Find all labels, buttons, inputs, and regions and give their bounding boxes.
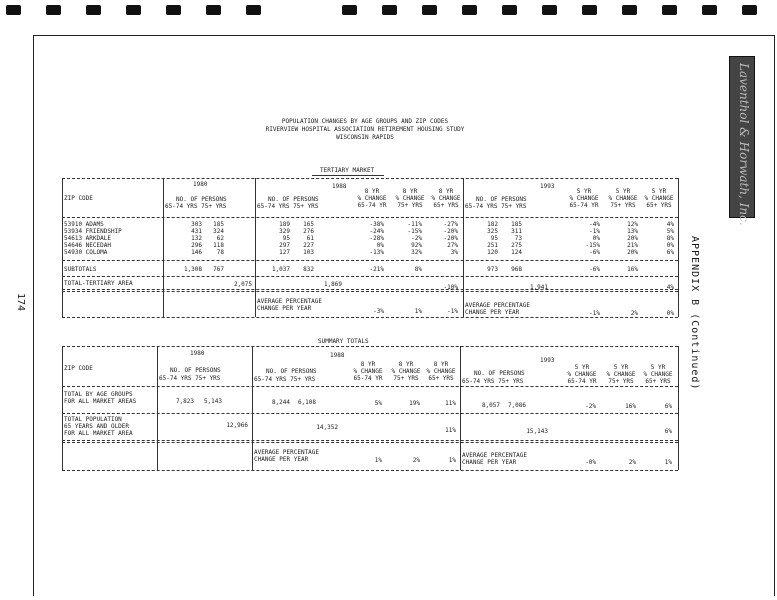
cell: -15% [407,228,422,235]
cell: -20% [443,228,458,235]
cell: 11% [445,400,456,407]
subtotals-label: SUBTOTALS [64,266,97,273]
cell: 5,143 [203,398,222,405]
cell: 62 [216,235,224,242]
stamp-text: Laventhol & Horwath, Inc. [737,63,751,226]
table-row-zip: 54613 ARKDALE [64,235,111,242]
appendix-label: APPENDIX B (Continued) [689,236,700,391]
s-ch3-h: 8 YR % CHANGE 65+ YRS [426,361,456,382]
title-line-1: POPULATION CHANGES BY AGE GROUPS AND ZIP CODES [281,118,449,125]
summary-heading: SUMMARY TOTALS [318,338,369,345]
table-row-zip: 53910 ADAMS [64,221,104,228]
s-r2-label: TOTAL POPULATION 65 YEARS AND OLDER FOR ALL MARKET AREA [64,416,133,437]
cell: 767 [213,266,224,273]
cell: 20% [627,249,638,256]
cell: -27% [443,221,458,228]
t-persons-h2-88: 65-74 YRS 75+ YRS [257,203,319,210]
cell: 251 [487,242,498,249]
cell: 5% [374,400,382,407]
cell: 1,037 [271,266,290,273]
s-persons-h2-93: 65-74 YRS 75+ YRS [462,378,524,385]
t-ch4-h: 5 YR % CHANGE 65-74 YR [569,188,599,209]
cell: 13% [627,228,638,235]
cell: -1% [589,310,600,317]
title-line-2: RIVERVIEW HOSPITAL ASSOCIATION RETIREMENT HOUSING STUDY [265,126,465,133]
s-year-1993: 1993 [540,357,555,364]
cell: 4% [666,284,674,291]
cell: -21% [369,266,384,273]
cell: 16% [627,266,638,273]
s-persons-h1-93: NO. OF PERSONS [474,370,525,377]
cell: 189 [279,221,290,228]
t-zip-header: ZIP CODE [64,195,93,202]
cell: -1% [447,308,458,315]
cell: 1,869 [323,281,342,288]
s-ch6-h: 5 YR % CHANGE 65+ YRS [643,364,673,385]
cell: 2% [630,310,638,317]
cell: -38% [369,221,384,228]
s-zip-header: ZIP CODE [64,365,93,372]
t-persons-h1-88: NO. OF PERSONS [268,196,319,203]
cell: 227 [303,242,314,249]
cell: 5% [666,228,674,235]
cell: 2,075 [233,281,252,288]
cell: 185 [213,221,224,228]
t-year-1980: 1980 [193,181,208,188]
cell: 127 [279,249,290,256]
cell: 12% [627,221,638,228]
s-persons-h1-88: NO. OF PERSONS [266,368,317,375]
cell: 7,823 [175,398,194,405]
cell: 8% [414,266,422,273]
cell: 21% [627,242,638,249]
cell: -2% [411,235,422,242]
cell: 15,143 [526,428,548,435]
cell: -20% [443,235,458,242]
cell: 61 [306,235,314,242]
cell: 8,057 [481,402,500,409]
cell: 6,108 [297,399,316,406]
cell: 16% [625,403,636,410]
cell: 325 [487,228,498,235]
cell: -3% [373,308,384,315]
t-ch5-h: 5 YR % CHANGE 75+ YRS [608,188,638,209]
t-year-1988: 1988 [332,183,347,190]
t-year-1993: 1993 [540,183,555,190]
cell: 120 [487,249,498,256]
cell: 6% [666,249,674,256]
cell: 275 [511,242,522,249]
company-stamp [729,56,755,226]
cell: 78 [216,249,224,256]
cell: 185 [511,221,522,228]
cell: 329 [279,228,290,235]
cell: 11% [445,427,456,434]
cell: 1% [448,457,456,464]
cell: 14,352 [316,424,338,431]
cell: 132 [191,235,202,242]
t-avg-label-88: AVERAGE PERCENTAGE CHANGE PER YEAR [257,298,323,312]
cell: 92% [411,242,422,249]
cell: 0% [666,310,674,317]
cell: 8% [666,235,674,242]
cell: 296 [191,242,202,249]
cell: -1% [589,228,600,235]
cell: 182 [487,221,498,228]
s-ch1-h: 8 YR % CHANGE 65-74 YR [353,361,383,382]
cell: 968 [511,266,522,273]
cell: -6% [589,249,600,256]
cell: -28% [369,235,384,242]
cell: 1% [414,308,422,315]
cell: 1% [664,459,672,466]
t-ch3-h: 8 YR % CHANGE 65+ YRS [431,188,461,209]
cell: 19% [409,400,420,407]
s-ch4-h: 5 YR % CHANGE 65-74 YR [567,364,597,385]
cell: 146 [191,249,202,256]
cell: 276 [303,228,314,235]
cell: 0% [592,235,600,242]
s-avg-label-93: AVERAGE PERCENTAGE CHANGE PER YEAR [462,452,528,466]
s-year-1980: 1980 [190,350,205,357]
cell: -2% [585,403,596,410]
cell: -11% [407,221,422,228]
cell: -13% [369,249,384,256]
t-ch1-h: 8 YR % CHANGE 65-74 YR [357,188,387,209]
t-persons-h2-93: 65-74 YRS 75+ YRS [465,203,527,210]
s-ch2-h: 8 YR % CHANGE 75+ YRS [391,361,421,382]
t-persons-h1-93: NO. OF PERSONS [476,196,527,203]
cell: 324 [213,228,224,235]
t-ch6-h: 5 YR % CHANGE 65+ YRS [644,188,674,209]
cell: -10% [443,284,458,291]
t-persons-h1-80: NO. OF PERSONS [176,196,227,203]
cell: -4% [589,221,600,228]
s-r1-label: TOTAL BY AGE GROUPS FOR ALL MARKET AREAS [64,391,137,405]
cell: 32% [411,249,422,256]
cell: 973 [487,266,498,273]
cell: 832 [303,266,314,273]
total-tertiary-label: TOTAL-TERTIARY AREA [64,280,133,287]
table-row-zip: 53934 FRIENDSHIP [64,228,122,235]
t-persons-h2-80: 65-74 YRS 75+ YRS [165,203,227,210]
s-persons-h2-80: 65-74 YRS 75+ YRS [159,375,221,382]
page-number: 174 [15,293,26,312]
binder-holes [0,5,777,19]
s-avg-label-88: AVERAGE PERCENTAGE CHANGE PER YEAR [254,449,320,463]
cell: -0% [585,459,596,466]
cell: 303 [191,221,202,228]
s-persons-h2-88: 65-74 YRS 75+ YRS [254,376,316,383]
cell: 311 [511,228,522,235]
cell: 1,308 [183,266,202,273]
s-year-1988: 1988 [330,352,345,359]
cell: 2% [628,459,636,466]
cell: 165 [303,221,314,228]
cell: 4% [666,221,674,228]
cell: 20% [627,235,638,242]
cell: 3% [450,249,458,256]
cell: 1% [374,457,382,464]
cell: 12,966 [226,422,248,429]
cell: 0% [666,242,674,249]
cell: 297 [279,242,290,249]
cell: 6% [664,428,672,435]
cell: 7,086 [507,402,526,409]
cell: 118 [213,242,224,249]
s-ch5-h: 5 YR % CHANGE 75+ YRS [606,364,636,385]
title-line-3: WISCONSIN RAPIDS [336,134,394,141]
cell: 95 [490,235,498,242]
table-row-zip: 54930 COLOMA [64,249,108,256]
cell: 2% [412,457,420,464]
cell: 1,941 [529,284,548,291]
cell: -6% [589,266,600,273]
t-ch2-h: 8 YR % CHANGE 75+ YRS [395,188,425,209]
s-persons-h1-80: NO. OF PERSONS [170,367,221,374]
cell: 73 [514,235,522,242]
table-row-zip: 54646 NECEDAH [64,242,111,249]
cell: 124 [511,249,522,256]
tertiary-heading: TERTIARY MARKET [320,167,375,174]
cell: 95 [282,235,290,242]
cell: 0% [376,242,384,249]
cell: -15% [585,242,600,249]
cell: 27% [447,242,458,249]
cell: 6% [664,403,672,410]
t-avg-label-93: AVERAGE PERCENTAGE CHANGE PER YEAR [465,302,531,316]
cell: 431 [191,228,202,235]
cell: 8,244 [271,399,290,406]
cell: -24% [369,228,384,235]
cell: 103 [303,249,314,256]
